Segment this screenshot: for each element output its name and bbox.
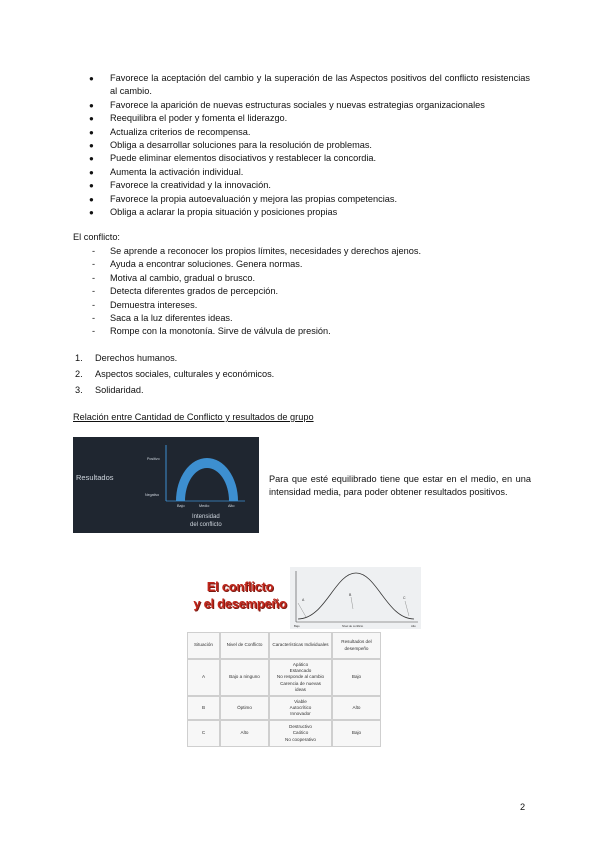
table-cell: Óptimo [220, 696, 269, 720]
list-item [75, 384, 495, 400]
dash-icon: - [92, 246, 96, 256]
bullet-icon: ● [89, 181, 94, 191]
page-number: 2 [520, 802, 526, 812]
curve-background [290, 567, 421, 629]
item-number: 3. [75, 385, 83, 395]
table-cell [269, 659, 332, 696]
characteristic: No cooperativo [285, 736, 316, 742]
table-cell: A [187, 659, 220, 696]
bullet-icon: ● [89, 208, 94, 218]
intensity-results-figure [73, 437, 259, 533]
table-cell: B [187, 696, 220, 720]
table-grid [187, 632, 381, 747]
title-line-1: El conflicto [206, 579, 274, 594]
characteristic: Viable [294, 698, 307, 704]
list-item: - Demuestra intereses. [110, 299, 530, 312]
conflict-heading: El conflicto: [73, 232, 120, 242]
bullet-icon: ● [89, 167, 94, 177]
characteristic: No responde al cambio [276, 674, 325, 680]
table-cell: Bajo a ninguno [220, 659, 269, 696]
list-item: ● Aumenta la activación individual. [110, 166, 530, 179]
label-a: A [302, 598, 305, 602]
bullet-icon: ● [89, 114, 94, 124]
label-b: B [349, 593, 352, 597]
x-low-label: Bajo [294, 624, 300, 628]
dash-icon: - [92, 286, 96, 297]
characteristic: Estancado [289, 668, 312, 674]
x-label-line2: del conflicto [190, 522, 222, 528]
bullet-icon: ● [89, 154, 94, 164]
x-mid-label: Nivel de conflicto [342, 624, 364, 628]
table-header-cell: Situación [187, 632, 220, 659]
intensity-results-graph [73, 437, 259, 533]
side-paragraph: Para que esté equilibrado tiene que estar en el medio, en una intensidad media, para poder obtener resultados positivos. [269, 474, 531, 498]
conflict-performance-title [190, 578, 290, 612]
list-item: ● Obliga a desarrollar soluciones para la resolución de problemas. [110, 139, 530, 152]
list-item: ● Actualiza criterios de recompensa. [110, 126, 530, 139]
item-text: Solidaridad. [95, 385, 144, 395]
table-cell [269, 720, 332, 747]
table-header-cell: Resultados del desempeño [332, 632, 381, 659]
results-label: Resultados [76, 473, 114, 482]
list-item [75, 368, 495, 384]
list-item: - Saca a la luz diferentes ideas. [110, 312, 530, 325]
dash-icon: - [92, 313, 96, 324]
characteristic: Carencia de nuevas [280, 680, 321, 686]
bullet-icon: ● [89, 141, 94, 151]
list-item: - Ayuda a encontrar soluciones. Genera normas. [110, 258, 530, 271]
x-label-line1: Intensidad [192, 514, 220, 520]
performance-curve-figure [290, 567, 421, 629]
positive-label: Positivo [147, 457, 160, 461]
item-text: Aspectos sociales, culturales y económicos. [95, 369, 275, 379]
label-c: C [403, 596, 406, 600]
list-item: ● Reequilibra el poder y fomenta el liderazgo. [110, 112, 530, 125]
dash-icon: - [92, 326, 96, 337]
list-item: ● Puede eliminar elementos disociativos y restablecer la concordia. [110, 152, 530, 165]
dash-icon: - [92, 272, 96, 283]
table-cell: C [187, 720, 220, 747]
conflict-table [187, 632, 381, 747]
bullet-icon: ● [89, 100, 94, 110]
characteristic: ideas [295, 686, 306, 692]
dash-icon: - [92, 259, 96, 270]
list-item: - Rompe con la monotonía. Sirve de válvula de presión. [110, 325, 530, 338]
item-number: 2. [75, 369, 83, 379]
tick-low: Bajo [177, 504, 185, 508]
list-item: ● Favorece la propia autoevaluación y mejora las propias competencias. [110, 193, 530, 206]
tick-mid: Medio [199, 504, 210, 508]
characteristic: Innovador [290, 711, 311, 717]
table-header-cell: Nivel de Conflicto [220, 632, 269, 659]
table-cell: Bajo [332, 659, 381, 696]
table-cell: Alto [220, 720, 269, 747]
x-high-label: Alto [411, 624, 416, 628]
numbered-list [75, 352, 495, 400]
table-cell [269, 696, 332, 720]
list-item: - Motiva al cambio, gradual o brusco. [110, 272, 530, 285]
list-item: ● Obliga a aclarar la propia situación y posiciones propias [110, 206, 530, 219]
characteristic: Caótico [292, 730, 309, 736]
item-text: Derechos humanos. [95, 353, 178, 363]
title-line-2: y el desempeño [193, 596, 287, 611]
list-item [75, 352, 495, 368]
bullet-icon: ● [89, 194, 94, 204]
list-item: ● Favorece la creatividad y la innovación. [110, 179, 530, 192]
characteristic: Apático [292, 661, 309, 667]
bullet-icon: ● [89, 74, 94, 83]
characteristic: Autocrítico [289, 704, 312, 710]
dash-icon: - [92, 299, 96, 310]
list-item: ● Favorece la aceptación del cambio y la superación de las Aspectos positivos del conflicto resistencias al cambio. [89, 73, 530, 97]
list-item: ● Favorece la aparición de nuevas estructuras sociales y nuevas estrategias organizacionales [110, 99, 530, 112]
relation-heading: Relación entre Cantidad de Conflicto y resultados de grupo [73, 412, 314, 422]
list-item: - Se aprende a reconocer los propios límites, necesidades y derechos ajenos. [110, 245, 530, 258]
bullet-icon: ● [89, 127, 94, 137]
tick-high: Alto [228, 504, 235, 508]
characteristic: Destructivo [289, 724, 312, 730]
table-cell: Alto [332, 696, 381, 720]
benefits-list [89, 72, 530, 219]
item-number: 1. [75, 353, 83, 363]
list-item: - Detecta diferentes grados de percepción. [110, 285, 530, 298]
performance-curve [290, 567, 421, 629]
table-header-cell: Características Individuales [269, 632, 332, 659]
negative-label: Negativo [145, 493, 160, 497]
conflict-list [92, 245, 530, 339]
table-cell: Bajo [332, 720, 381, 747]
